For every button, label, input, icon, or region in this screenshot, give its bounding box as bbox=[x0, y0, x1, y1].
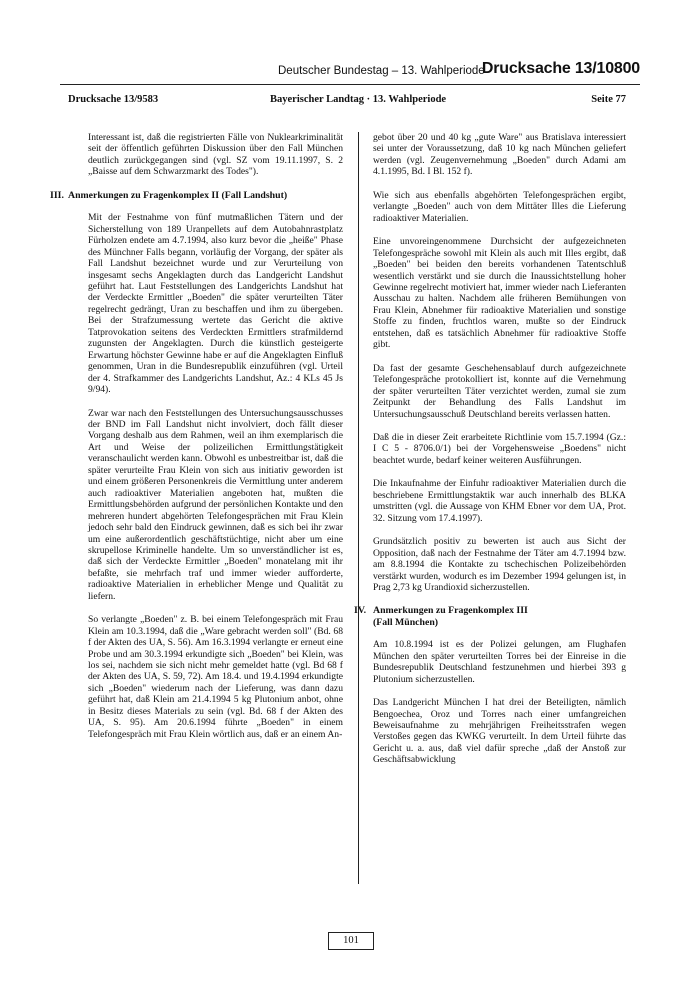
paragraph: Zwar war nach den Feststellungen des Untersuchungsausschusses der BND im Fall Landshut nicht involviert, doch fällt dieser Vorgang deshalb aus dem Rahmen, weil an ihm exemplarisch die Art und Weise der polizeilichen Ermittlungstätigkeit veranschaulicht werden kann. Obwohl es unbestreitbar ist, daß die später verurteilte Frau Klein von sich aus initiativ geworden ist und einem größeren Personenkreis die Vermittlung unter anderem auch radioaktiver Materialien angeboten hat, mußten die Ermittlungsbehörden aufgrund der persönlichen Kontakte und den mehreren hundert abgehörten Telefongesprächen mit Frau Klein jedoch sehr bald den Eindruck gewinnen, daß es sich bei ihr zwar um eine außerordentlich geschäftstüchtige, nicht aber um eine skrupellose Kriminelle handelte. Um so unverständlicher ist es, daß sich der Verdeckte Ermittler „Boeden" monatelang mit ihr befaßte, sie mehrfach traf und immer wieder aufforderte, radioaktive Materialien in erheblicher Menge und Qualität zu liefern. bbox=[88, 407, 343, 602]
section-heading-iii bbox=[50, 189, 343, 201]
subheader-drucksache: Drucksache 13/9583 bbox=[68, 94, 159, 105]
header-period: Deutscher Bundestag – 13. Wahlperiode bbox=[278, 65, 485, 77]
section-title: Anmerkungen zu Fragenkomplex II (Fall Landshut) bbox=[68, 189, 288, 201]
paragraph: Das Landgericht München I hat drei der Beteiligten, nämlich Bengoechea, Oroz und Torres nach einer umfangreichen Beweisaufnahme zu mehrjährigen Freiheitsstrafen wegen Verstoßes gegen das KWKG verurteilt. In dem Urteil führte das Gericht u. a. aus, daß viel dafür spreche „daß der Anstoß zur Geschäftsabwicklung bbox=[373, 697, 626, 766]
paragraph: So verlangte „Boeden" z. B. bei einem Telefongespräch mit Frau Klein am 10.3.1994, daß die „Ware gebracht werden soll" (Bd. 68 f der Akten des UA, S. 56). Am 16.3.1994 verlangte er erneut eine Probe und am 30.3.1994 erkundigte sich „Boeden" bei Klein, was los sei, nachdem sie sich nicht mehr gemeldet hatte (vgl. Bd 68 f der Akten des UA, S. 59, 72). Am 18.4. und 19.4.1994 erkundigte sich „Boeden" wiederum nach der Lieferung, was dann dazu geführt hat, daß Klein am 21.4.1994 5 kg Plutonium anbot, ohne in Besitz dieses Materials zu sein (vgl. Bd. 68 f der Akten des UA, S. 95). Am 20.6.1994 führte „Boeden" in einem Telefongespräch mit Frau Klein wörtlich aus, daß er an einem An- bbox=[88, 614, 343, 740]
section-heading-iv bbox=[354, 605, 626, 628]
section-subtitle: (Fall München) bbox=[373, 616, 439, 628]
right-column bbox=[354, 132, 626, 778]
paragraph: Grundsätzlich positiv zu bewerten ist auch aus Sicht der Opposition, daß nach der Festnahme der Täter am 4.7.1994 bzw. am 8.8.1994 die Kontakte zu tschechischen Polizeibehörden verstärkt wurden, wodurch es im Dezember 1994 gelungen ist, in Prag 2,73 kg Urandioxid sicherzustellen. bbox=[373, 536, 626, 593]
running-header bbox=[60, 60, 640, 85]
paragraph: Wie sich aus ebenfalls abgehörten Telefongesprächen ergibt, verlangte „Boeden" auch von dem Mittäter Illes die Lieferung radioaktiver Materialien. bbox=[373, 189, 626, 224]
subheader-page: Seite 77 bbox=[591, 94, 626, 105]
left-column bbox=[50, 132, 343, 752]
subheader-landtag: Bayerischer Landtag · 13. Wahlperiode bbox=[270, 94, 447, 105]
section-title: Anmerkungen zu Fragenkomplex III bbox=[373, 605, 528, 617]
paragraph: Daß die in dieser Zeit erarbeitete Richtlinie vom 15.7.1994 (Gz.: I C 5 - 8706.0/1) bei der Vorgehensweise „Boedens" nicht beachtet wurde, bedarf keiner weiteren Ausführungen. bbox=[373, 431, 626, 466]
sub-header bbox=[68, 94, 626, 108]
section-number: IV. bbox=[354, 605, 367, 617]
paragraph: Die Inkaufnahme der Einfuhr radioaktiver Materialien durch die beschriebene Ermittlungstaktik war auch innerhalb des BLKA umstritten (vgl. die Aussage von KHM Ebner vor dem UA, Prot. 32. Sitzung vom 17.4.1997). bbox=[373, 478, 626, 524]
header-drucksache: Drucksache 13/10800 bbox=[481, 60, 640, 77]
paragraph: gebot über 20 und 40 kg „gute Ware" aus Bratislava interessiert sei unter der Voraussetzung, daß 10 kg nach München geliefert werden (vgl. Zeugenvernehmung „Boeden" durch Adami am 4.1.1995, Bd. I Bl. 152 f). bbox=[373, 132, 626, 178]
paragraph: Eine unvoreingenommene Durchsicht der aufgezeichneten Telefongespräche sowohl mit Klein als auch mit Illes ergibt, daß „Boeden" bei beiden den bereits vorhandenen Tatentschluß wesentlich verstärkt und sie durch die Inaussichtstellung hoher Gewinne regelrecht motiviert hat, immer wieder nach Lieferanten Ausschau zu halten. Nachdem alle früheren Bemühungen von Frau Klein, Abnehmer für radioaktive Materialien und sonstige Stoffe zu finden, fruchtlos waren, mußte so der Eindruck entstehen, daß es tatsächlich Abnehmer für radioaktive Stoffe gibt. bbox=[373, 236, 626, 351]
section-number: III. bbox=[50, 189, 64, 201]
column-divider bbox=[358, 132, 359, 884]
paragraph: Mit der Festnahme von fünf mutmaßlichen Tätern und der Sicherstellung von 189 Uranpellets auf dem Autobahnrastplatz Fürholzen endete am 4.7.1994, also kurz bevor die „heiße" Phase des Münchner Falls begann, vorläufig der Vorgang, der später als Fall Landshut bezeichnet wurde und zur Verurteilung von insgesamt sechs Angeklagten durch das Landgericht Landshut geführt hat. Laut Feststellungen des Landgerichts Landshut hat der Verdeckte Ermittler „Boeden" die später verurteilten Täter regelrecht gedrängt, Uran zu beschaffen und ihm zu übergeben. Bei der Strafzumessung wertete das Gericht die aktive Tatprovokation seitens des Verdeckten Ermittlers strafmildernd zugunsten der Angeklagten. Durch die künstlich gesteigerte Erwartung höchster Gewinne habe er auf die Angeklagten Einfluß genommen, Uran in die Bundesrepublik einzuführen (vgl. Urteil der 4. Strafkammer des Landgerichts Landshut, Az.: 4 KLs 45 Js 9/94). bbox=[88, 212, 343, 396]
paragraph: Da fast der gesamte Geschehensablauf durch aufgezeichnete Telefongespräche protokolliert ist, konnte auf die Vernehmung der später verurteilten Täter verzichtet werden, zumal sie zum Zeitpunkt der Behandlung des Falls Landshut im Untersuchungsausschuß Deutschland bereits verlassen hatten. bbox=[373, 362, 626, 420]
paragraph-intro: Interessant ist, daß die registrierten Fälle von Nuklearkriminalität seit der öffentlich geführten Diskussion über den Fall München deutlich zurückgegangen sind (vgl. SZ vom 19.11.1997, S. 2 „Baisse auf dem Schwarzmarkt des Todes"). bbox=[88, 132, 343, 178]
paragraph: Am 10.8.1994 ist es der Polizei gelungen, am Flughafen München den später verurteilten Torres bei der Einreise in die Bundesrepublik Deutschland festzunehmen und hierbei 393 g Plutonium sicherzustellen. bbox=[373, 639, 626, 685]
page-number: 101 bbox=[328, 932, 374, 950]
